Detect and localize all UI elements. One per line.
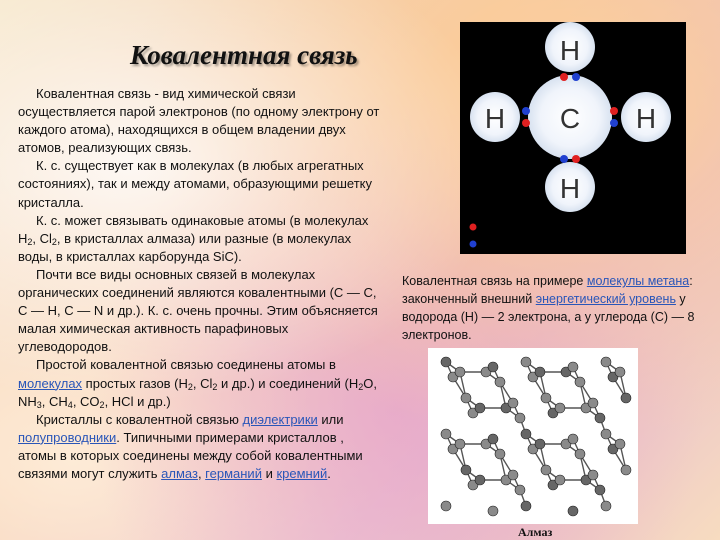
paragraph-definition [18,85,384,157]
lattice-atom [441,501,451,511]
electron-hydrogen-left [522,107,530,115]
term-label: Ковалентная связь - [36,86,159,101]
link-germanium[interactable]: германий [205,465,262,481]
lattice-atom [621,465,631,475]
lattice-atom [515,413,525,423]
legend-dot-red [470,224,477,231]
hydrogen-label-right: H [635,103,657,134]
methane-caption: Ковалентная связь на примере молекулы метана: законченный внешний энергетический уровень у водорода (H) — 2 электрона, а у углерода (C) — 8 электронов. [402,274,695,342]
lattice-atom [508,470,518,480]
lattice-atom [535,439,545,449]
lattice-atom [455,439,465,449]
lattice-atom [555,475,565,485]
lattice-atom [541,393,551,403]
link-silicon[interactable]: кремний [276,465,328,481]
hydrogen-label-left: H [484,103,506,134]
paragraph-simple-bond: Простой ковалентной связью соединены атомы в молекулах простых газов ($H_2$, $Cl_2$ и др.) и соединений ($H_2O$, $NH_3$, $CH_4$, $CO_2$, HCl и др.) [18,357,378,410]
link-methane-molecule[interactable]: молекулы метана [586,274,690,288]
lattice-atom [475,403,485,413]
lattice-atom [521,357,531,367]
paragraph-organic: Почти все виды основных связей в молекулах органических соединений являются ковалентными (C — C, C — H, C — N и др.). К. с. очень прочны. Этим объясняется малая химическая активность парафиновых углеводородов. [18,266,378,355]
paragraph-existence: К. с. существует как в молекулах (в любых агрегатных состояниях), так и между атомами, образующими решетку кристалла. [18,158,372,210]
lattice-atom [601,429,611,439]
lattice-atom [575,449,585,459]
lattice-atom [621,393,631,403]
lattice-atom [461,393,471,403]
lattice-atom [575,377,585,387]
lattice-atom [535,367,545,377]
lattice-atom [488,506,498,516]
methane-svg [460,22,686,254]
lattice-atom [568,362,578,372]
lattice-atom [541,465,551,475]
lattice-atom [601,501,611,511]
lattice-atom [441,357,451,367]
diamond-lattice-svg [428,348,638,524]
lattice-atom [601,357,611,367]
lattice-atom [461,465,471,475]
electron-carbon-top [560,73,568,81]
carbon-label: C [559,103,581,134]
lattice-atom [488,434,498,444]
hydrogen-label-top: H [559,35,581,66]
link-molecules[interactable]: молекулах [18,375,83,391]
diamond-label: Алмаз [518,525,553,539]
link-diamond[interactable]: алмаз [161,465,198,481]
methane-diagram [460,22,686,254]
diamond-lattice-image [428,348,638,524]
lattice-atom [521,429,531,439]
lattice-atom [495,449,505,459]
lattice-atom [508,398,518,408]
lattice-atom [495,377,505,387]
lattice-atom [515,485,525,495]
hydrogen-label-bottom: H [559,173,581,204]
lattice-atom [475,475,485,485]
lattice-atom [615,439,625,449]
paragraph-crystals: Кристаллы с ковалентной связью диэлектрики или полупроводники. Типичными примерами кристаллов , атомы в которых соединены между собой ковалентными связями могут служить алмаз, германий и кремний. [18,411,363,481]
electron-hydrogen-right [610,119,618,127]
link-energy-level[interactable]: энергетический уровень [535,292,676,306]
lattice-atom [455,367,465,377]
slide-title: Ковалентная связь [130,40,358,70]
lattice-atom [595,485,605,495]
legend-dot-blue [470,241,477,248]
lattice-atom [615,367,625,377]
lattice-atom [521,501,531,511]
electron-carbon-left [522,119,530,127]
body-text [18,85,384,483]
electron-hydrogen-top [572,73,580,81]
lattice-atom [441,429,451,439]
electron-carbon-right [610,107,618,115]
link-dielectrics[interactable]: диэлектрики [242,411,318,427]
lattice-atom [588,470,598,480]
lattice-atom [488,362,498,372]
paragraph-atoms: К. с. может связывать одинаковые атомы (в молекулах $H_2$, $Cl_2$, в кристаллах алмаза) или разные (в молекулах воды, в кристаллах карборунда SiC). [18,212,369,264]
lattice-atom [595,413,605,423]
definition-text: вид химической связи осуществляется парой электронов (по одному электрону от каждого атома), находящихся в общем владении двух атомов, реализующих связь. [18,86,380,156]
link-semiconductors[interactable]: полупроводники [18,429,117,445]
electron-hydrogen-bottom [560,155,568,163]
lattice-atom [568,434,578,444]
lattice-atom [555,403,565,413]
electron-carbon-bottom [572,155,580,163]
lattice-atom [568,506,578,516]
lattice-atom [588,398,598,408]
